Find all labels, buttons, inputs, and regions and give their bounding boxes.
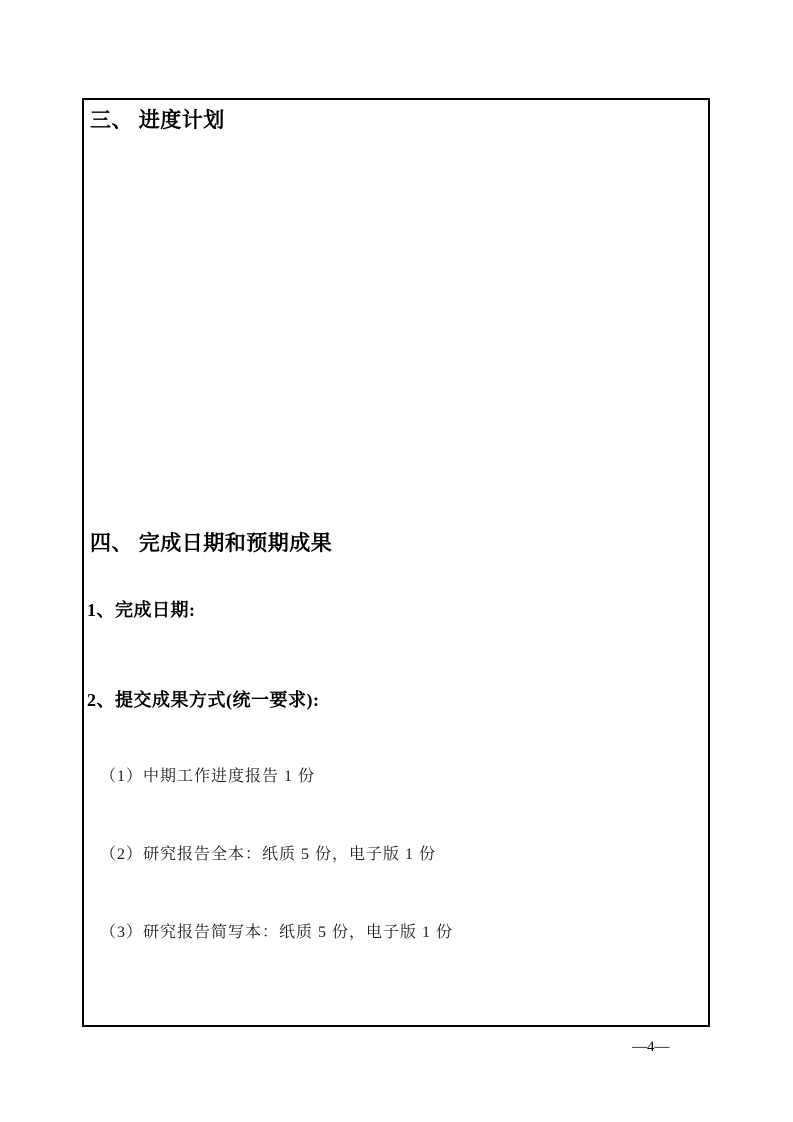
submission-method-label: 2、提交成果方式(统一要求): bbox=[87, 690, 320, 710]
submission-item-1: （1）中期工作进度报告 1 份 bbox=[100, 768, 316, 785]
section-4-heading: 四、 完成日期和预期成果 bbox=[90, 531, 333, 555]
submission-items-list bbox=[100, 712, 453, 998]
section-3-heading: 三、 进度计划 bbox=[90, 108, 225, 132]
submission-item-2: （2）研究报告全本：纸质 5 份，电子版 1 份 bbox=[100, 846, 437, 863]
form-border-box bbox=[82, 98, 710, 1027]
submission-item-3: （3）研究报告简写本：纸质 5 份，电子版 1 份 bbox=[100, 924, 454, 941]
completion-date-label: 1、完成日期: bbox=[87, 600, 196, 620]
page-number: —4— bbox=[632, 1039, 670, 1055]
